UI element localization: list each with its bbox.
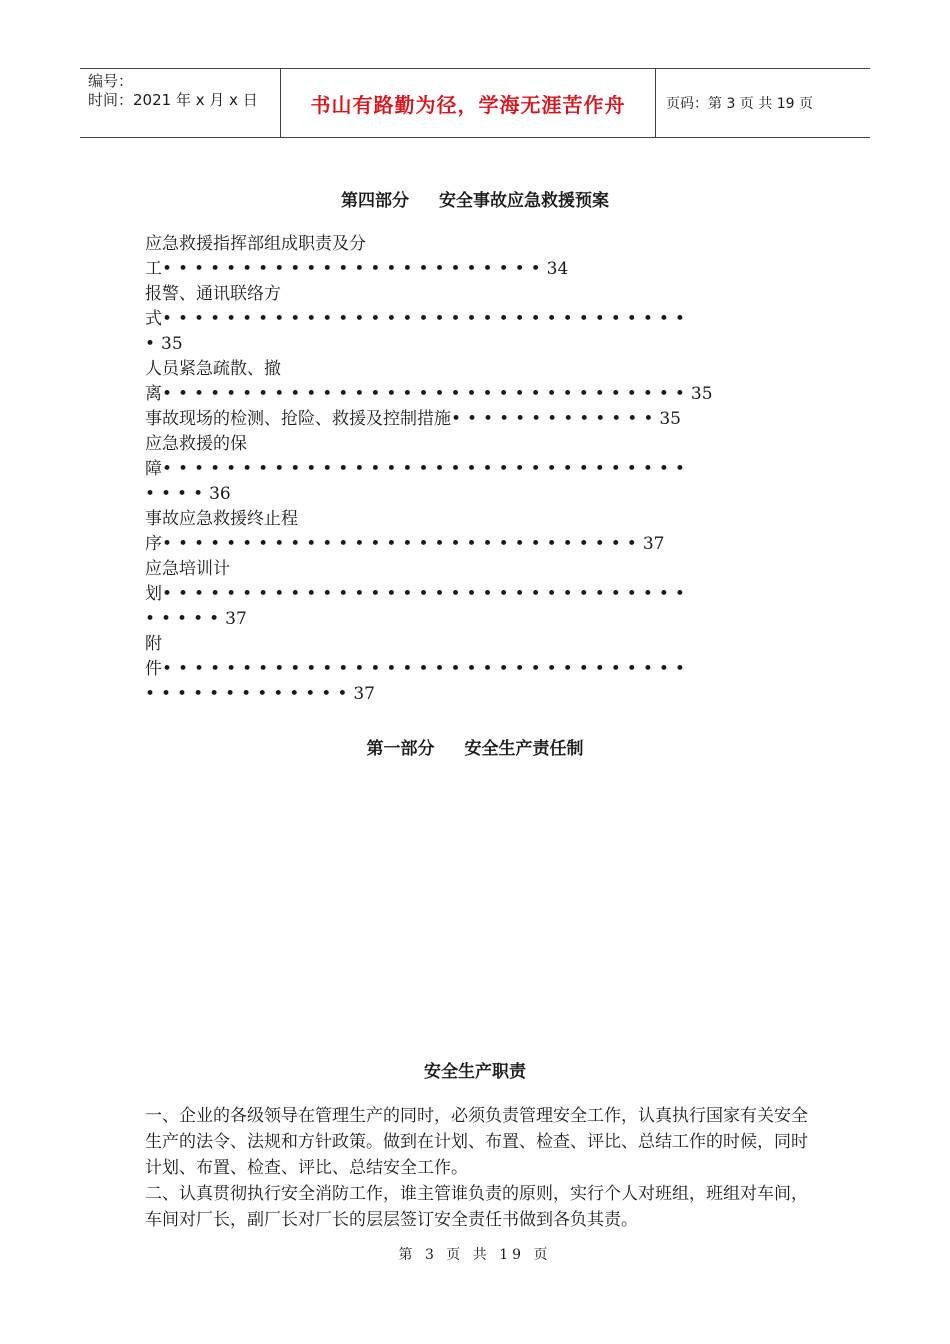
toc-entry-title-cont: 划 [145, 584, 162, 604]
toc-entry-title-cont: 式 [145, 309, 162, 329]
section4-title: 第四部分 [341, 191, 409, 211]
toc-entry-leader-line [145, 582, 805, 607]
toc-leader: ••••••••••••••••••••••••••••••••• [162, 584, 691, 604]
duties-title: 安全生产职责 [424, 1062, 526, 1082]
toc-page-number: 37 [642, 534, 665, 554]
document-header [80, 68, 870, 138]
section1-subtitle: 安全生产责任制 [464, 739, 584, 759]
toc-page-number: 37 [353, 684, 375, 704]
toc-entry-page-line [145, 482, 805, 507]
toc-leader: •••••••••••••••••••••••• [162, 259, 547, 279]
time-label: 时间：2021 年 x 月 x 日 [88, 91, 258, 109]
toc-entry-title-line [145, 232, 805, 257]
toc-entry-leader-line [145, 532, 805, 557]
duties-body [145, 1103, 810, 1233]
number-label: 编号： [88, 72, 134, 90]
toc-entry-page-line [145, 682, 805, 707]
toc-entry-title: 附 [145, 634, 162, 654]
toc-leader: •••• [145, 484, 210, 504]
toc-entry-title-cont: 工 [145, 259, 162, 279]
section1-heading [0, 734, 950, 759]
toc-entry-title: 事故现场的检测、抢险、救援及控制措施 [145, 409, 451, 429]
section1-title: 第一部分 [366, 739, 435, 759]
toc-leader: ••••••••••••••••••••••••••••••••• [162, 309, 691, 329]
toc-entry-leader-line [145, 657, 805, 682]
section4-subtitle: 安全事故应急救援预案 [439, 191, 609, 211]
header-meta [80, 69, 280, 137]
toc-page-number: 35 [161, 334, 183, 354]
toc-page-number: 34 [546, 259, 569, 279]
toc-entry-title-line [145, 282, 805, 307]
toc-entry-leader-line [145, 257, 805, 282]
header-page-info: 页码：第 3 页 共 19 页 [666, 96, 813, 112]
toc-entry-leader-line [145, 307, 805, 332]
toc-entry-page-line [145, 607, 805, 632]
toc-leader: ••••••••••••••••••••••••••••••••• [162, 659, 691, 679]
toc-page-number: 37 [225, 609, 247, 629]
toc-page-number: 35 [659, 409, 681, 429]
section4-heading [0, 186, 950, 211]
toc-entry-title-line [145, 507, 805, 532]
toc-leader: ••••• [145, 609, 226, 629]
toc-entry-title-cont: 离 [145, 384, 162, 404]
toc-entry-title-line [145, 632, 805, 657]
toc-leader: ••••••••••••••••••••••••••••••••• [162, 459, 691, 479]
toc-entry-title-line [145, 432, 805, 457]
toc-entry-title: 应急救援指挥部组成职责及分 [145, 234, 366, 254]
toc-entry-leader-line [145, 457, 805, 482]
toc-entry-page-line [145, 332, 805, 357]
toc-entry-title-line [145, 357, 805, 382]
toc-entry-title: 应急救援的保 [145, 434, 247, 454]
table-of-contents [145, 232, 805, 707]
toc-entry-title-cont: 件 [145, 659, 162, 679]
toc-entry-line [145, 407, 805, 432]
toc-entry-title-cont: 障 [145, 459, 162, 479]
toc-entry-title: 应急培训计 [145, 559, 230, 579]
toc-entry-title-line [145, 557, 805, 582]
toc-entry-title-cont: 序 [145, 534, 162, 554]
toc-entry-title: 报警、通讯联络方 [145, 284, 281, 304]
toc-leader: •••••••••••••••••••••••••••••• [162, 534, 643, 554]
page-footer: 第 3 页 共 19 页 [398, 1247, 552, 1263]
toc-leader: • [145, 334, 162, 354]
header-motto: 书山有路勤为径，学海无涯苦作舟 [280, 69, 656, 137]
toc-page-number: 36 [209, 484, 231, 504]
toc-leader: ••••••••••••••••••••••••••••••••• [162, 384, 691, 404]
paragraph-1: 一、企业的各级领导在管理生产的同时，必须负责管理安全工作，认真执行国家有关安全生产的法令、法规和方针政策。做到在计划、布置、检查、评比、总结工作的时候，同时计划、布置、检查、评比、总结安全工作。 [145, 1106, 808, 1178]
toc-entry-title: 人员紧急疏散、撤 [145, 359, 281, 379]
toc-leader: ••••••••••••• [145, 684, 354, 704]
toc-leader: ••••••••••••• [451, 409, 660, 429]
paragraph-2: 二、认真贯彻执行安全消防工作，谁主管谁负责的原则，实行个人对班组，班组对车间，车间对厂长，副厂长对厂长的层层签订安全责任书做到各负其责。 [145, 1184, 808, 1230]
toc-entry-title: 事故应急救援终止程 [145, 509, 298, 529]
toc-entry-leader-line [145, 382, 805, 407]
toc-page-number: 35 [690, 384, 713, 404]
